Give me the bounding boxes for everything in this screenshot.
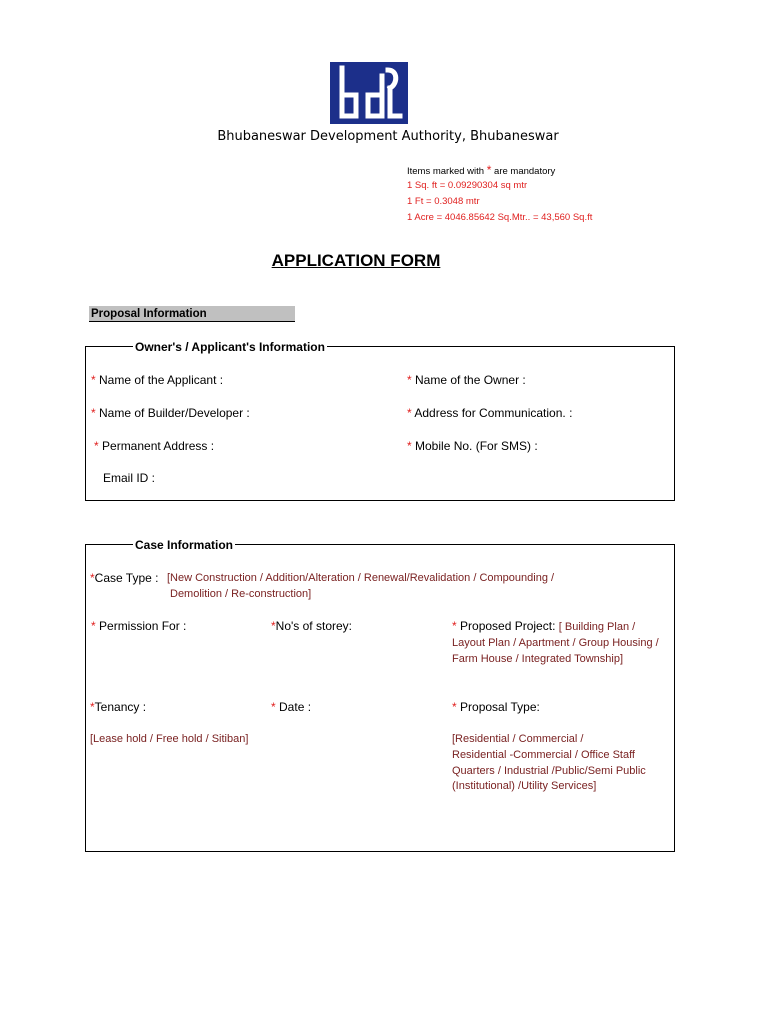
owner-section-legend: Owner's / Applicant's Information [135,340,325,354]
mandatory-note: Items marked with * are mandatory [407,163,556,177]
date-field[interactable]: * Date : [271,700,312,714]
builder-field[interactable]: * Name of Builder/Developer : [91,406,250,420]
proposal-type-option-4[interactable]: (Institutional) /Utility Services] [452,780,597,792]
mobile-field[interactable]: * Mobile No. (For SMS) : [407,439,538,453]
permission-for-field[interactable]: * Permission For : [91,619,187,633]
email-field[interactable]: Email ID : [103,471,156,485]
conversion-ft: 1 Ft = 0.3048 mtr [407,196,480,207]
case-type-options-cont[interactable]: Demolition / Re-construction] [170,588,312,600]
case-section-legend: Case Information [135,538,234,552]
communication-address-field[interactable]: * Address for Communication. : [407,406,573,420]
case-type-options[interactable]: [New Construction / Addition/Alteration / Renewal/Revalidation / Compounding / [167,572,555,584]
conversion-sqft: 1 Sq. ft = 0.09290304 sq mtr [407,180,528,191]
form-title: APPLICATION FORM [271,251,441,270]
owner-name-field[interactable]: * Name of the Owner : [407,373,526,387]
proposal-type-field[interactable]: * Proposal Type: [452,700,540,714]
organization-name: Bhubaneswar Development Authority, Bhubaneswar [217,129,559,144]
proposed-project-field[interactable]: * Proposed Project: [ Building Plan / [452,619,636,633]
proposal-type-option-2[interactable]: Residential -Commercial / Office Staff [452,749,635,761]
conversion-acre: 1 Acre = 4046.85642 Sq.Mtr.. = 43,560 Sq.ft [407,212,593,223]
applicant-name-field[interactable]: * Name of the Applicant : [91,373,224,387]
proposal-type-option-3[interactable]: Quarters / Industrial /Public/Semi Public [452,765,646,777]
proposal-information-header: Proposal Information [89,306,295,322]
proposed-project-options[interactable]: Layout Plan / Apartment / Group Housing / [452,637,659,649]
case-type-label: *Case Type : [90,571,159,585]
tenancy-field[interactable]: *Tenancy : [90,700,147,714]
proposed-project-options-cont[interactable]: Farm House / Integrated Township] [452,653,623,665]
tenancy-options[interactable]: [Lease hold / Free hold / Sitiban] [90,733,249,745]
permanent-address-field[interactable]: * Permanent Address : [94,439,215,453]
proposal-type-option-1[interactable]: [Residential / Commercial / [452,733,584,745]
bda-logo [330,62,408,124]
owner-section [85,346,675,501]
storey-field[interactable]: *No's of storey: [271,619,352,633]
